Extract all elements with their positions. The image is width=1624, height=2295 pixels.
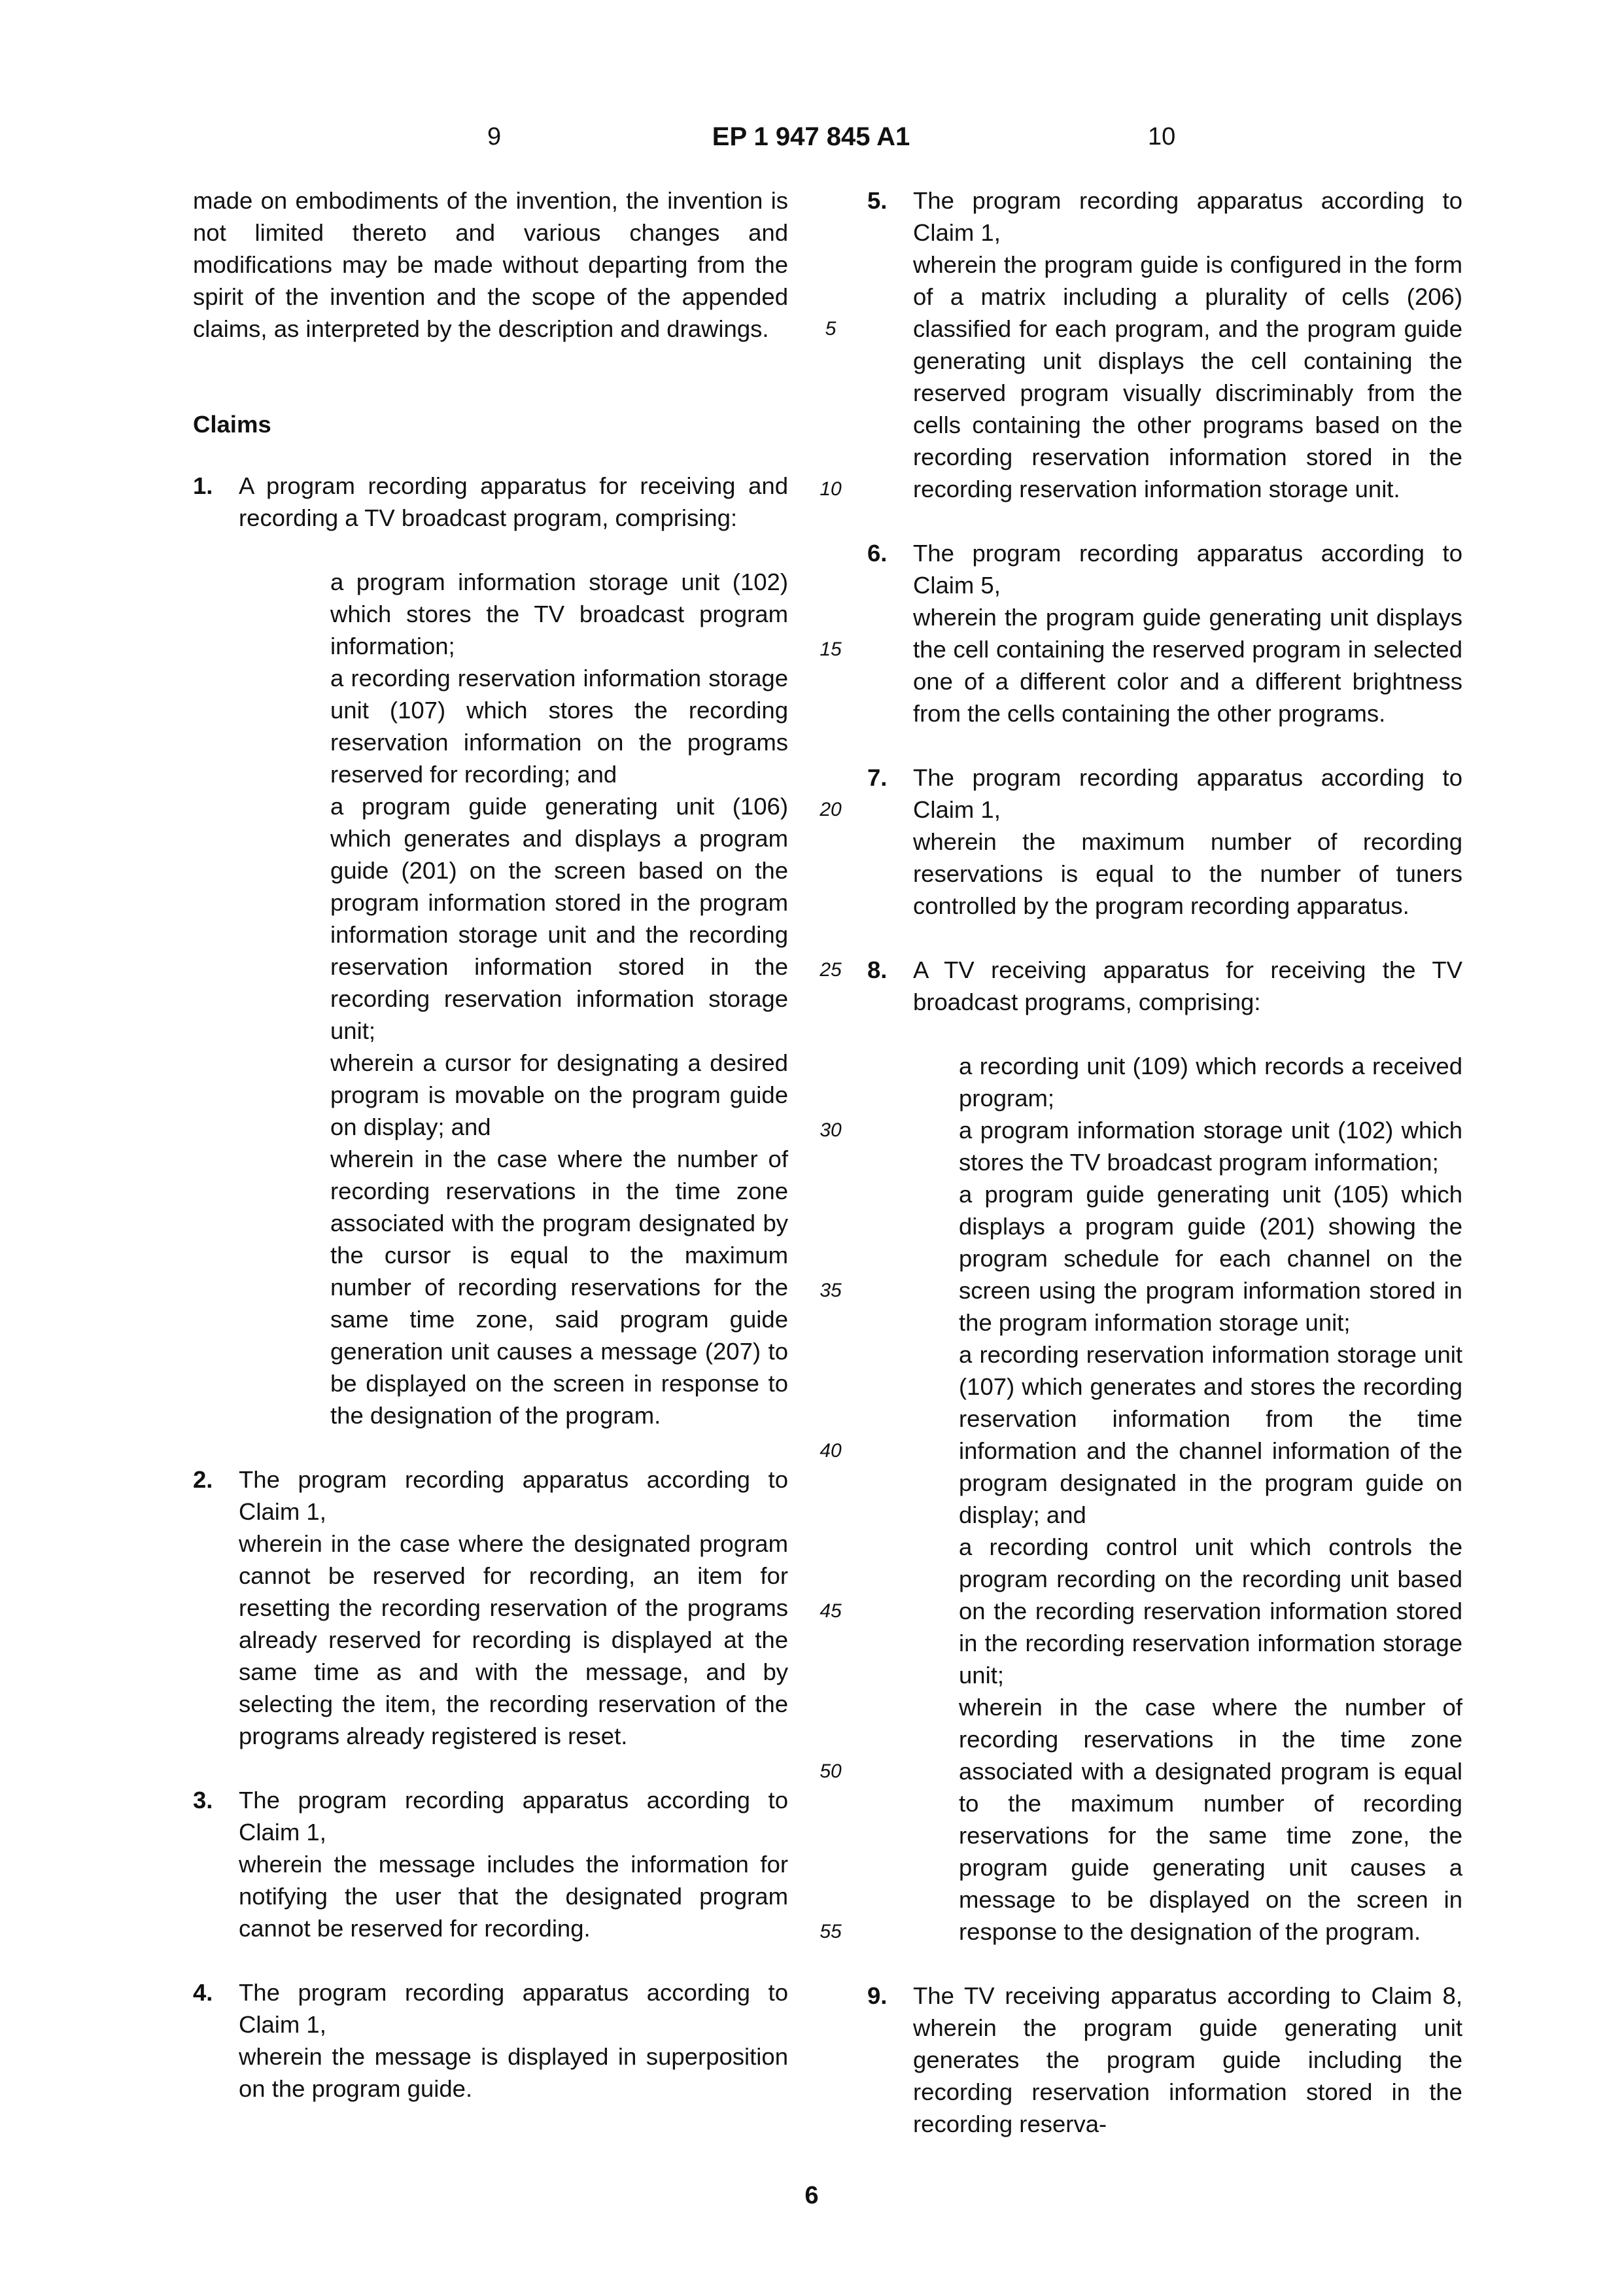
right-column (867, 184, 1462, 2172)
line-number: 20 (820, 799, 842, 820)
claim-element: a program guide generating unit (106) which generates and displays a program guide (201) on the screen based on the program information stored in the program information storage unit and the recording reservation information stored in the recording reservation information storage unit; (330, 793, 788, 1044)
claim-lead: A TV receiving apparatus for receiving the TV broadcast programs, comprising: (913, 956, 1462, 1015)
intro-paragraph: made on embodiments of the invention, the invention is not limited thereto and various changes and modifications may be made without departing from the spirit of the invention and the scope of the appended claims, as interpreted by the description and drawings. (193, 187, 788, 342)
claim-element: a program information storage unit (102) which stores the TV broadcast program information; (959, 1117, 1462, 1176)
claim-element: wherein in the case where the number of recording reservations in the time zone associated with a designated program is equal to the maximum number of recording reservations for the same time zone, the program guide generating unit causes a message to be displayed on the screen in response to the designation of the program. (959, 1694, 1462, 1945)
claim-7 (867, 762, 1462, 922)
claim-element: a recording reservation information storage unit (107) which stores the recording reservation information on the programs reserved for recording; and (330, 665, 788, 788)
claim-elements (239, 566, 788, 1431)
claim-body: wherein the program guide is configured in the form of a matrix including a plurality of cells (206) classified for each program, and the program guide generating unit displays the cell containing the reserved program visually discriminably from the cells containing the other programs based on the recording reservation information stored in the recording reservation information storage unit. (913, 251, 1462, 502)
line-number: 30 (820, 1119, 842, 1141)
line-number: 10 (820, 478, 842, 500)
claim-element: a program guide generating unit (105) which displays a program guide (201) showing the program schedule for each channel on the screen using the program information stored in the program information storage unit; (959, 1181, 1462, 1336)
claim-lead: The program recording apparatus according to Claim 1, (913, 187, 1462, 246)
claim-element: wherein in the case where the number of recording reservations in the time zone associated with the program designated by the cursor is equal to the maximum number of recording reservations for the same time zone, said program guide generation unit causes a message (207) to be displayed on the screen in response to the designation of the program. (330, 1146, 788, 1429)
claim-body: wherein the message is displayed in superposition on the program guide. (239, 2043, 788, 2102)
claim-1 (193, 470, 788, 1431)
claim-lead: The program recording apparatus according to Claim 1, (239, 1979, 788, 2038)
claim-lead: The program recording apparatus according to Claim 1, (239, 1466, 788, 1525)
claim-number: 8. (867, 956, 888, 983)
claim-element: a program information storage unit (102) which stores the TV broadcast program information; (330, 569, 788, 659)
claim-number: 3. (193, 1787, 213, 1813)
claim-number: 2. (193, 1466, 213, 1493)
claim-number: 7. (867, 764, 888, 791)
claim-element: wherein a cursor for designating a desired program is movable on the program guide on display; and (330, 1049, 788, 1140)
claim-body: wherein the maximum number of recording reservations is equal to the number of tuners controlled by the program recording apparatus. (913, 828, 1462, 919)
left-column (193, 184, 788, 2137)
line-number: 55 (820, 1921, 842, 1942)
claim-lead: The program recording apparatus according to Claim 1, (239, 1787, 788, 1846)
claim-lead: A program recording apparatus for receiving and recording a TV broadcast program, comprising: (239, 472, 788, 531)
claim-6 (867, 537, 1462, 729)
claim-4 (193, 1976, 788, 2105)
page-number-right: 10 (1148, 123, 1176, 150)
claim-8 (867, 954, 1462, 1948)
line-number: 40 (820, 1440, 842, 1462)
claim-body: wherein the message includes the information for notifying the user that the designated program cannot be reserved for recording. (239, 1851, 788, 1942)
claim-number: 9. (867, 1982, 888, 2009)
claim-number: 6. (867, 540, 888, 567)
line-number: 45 (820, 1600, 842, 1622)
line-number: 25 (820, 959, 842, 981)
claim-lead: The TV receiving apparatus according to Claim 8, wherein the program guide generating unit generates the program guide including the recording reservation information stored in the recording reserva- (913, 1982, 1462, 2137)
claims-heading: Claims (193, 411, 271, 438)
claim-5 (867, 184, 1462, 505)
line-number: 35 (820, 1280, 842, 1301)
claim-number: 5. (867, 187, 888, 214)
claim-body: wherein the program guide generating unit displays the cell containing the reserved program in selected one of a different color and a different brightness from the cells containing the other programs. (913, 604, 1462, 727)
claim-9 (867, 1980, 1462, 2140)
claim-lead: The program recording apparatus according to Claim 1, (913, 764, 1462, 823)
claim-elements (913, 1050, 1462, 1948)
line-number: 15 (820, 639, 842, 660)
patent-number: EP 1 947 845 A1 (712, 122, 910, 151)
claim-number: 1. (193, 472, 213, 499)
claim-body: wherein in the case where the designated program cannot be reserved for recording, an item for resetting the recording reservation of the programs already reserved for recording is displayed at the same time as and with the message, and by selecting the item, the recording reservation of the programs already registered is reset. (239, 1530, 788, 1749)
claim-3 (193, 1784, 788, 1944)
claim-2 (193, 1463, 788, 1752)
claim-element: a recording control unit which controls the program recording on the recording unit based on the recording reservation information stored in the recording reservation information storage unit; (959, 1533, 1462, 1689)
line-number: 5 (825, 318, 837, 340)
line-number: 50 (820, 1761, 842, 1782)
page-number-left: 9 (487, 123, 502, 150)
claim-element: a recording reservation information storage unit (107) which generates and stores the recording reservation information from the time information and the channel information of the program designated in the program guide on display; and (959, 1341, 1462, 1528)
claim-number: 4. (193, 1979, 213, 2006)
claim-element: a recording unit (109) which records a received program; (959, 1053, 1462, 1112)
claim-lead: The program recording apparatus according to Claim 5, (913, 540, 1462, 599)
footer-page-number: 6 (804, 2182, 819, 2209)
